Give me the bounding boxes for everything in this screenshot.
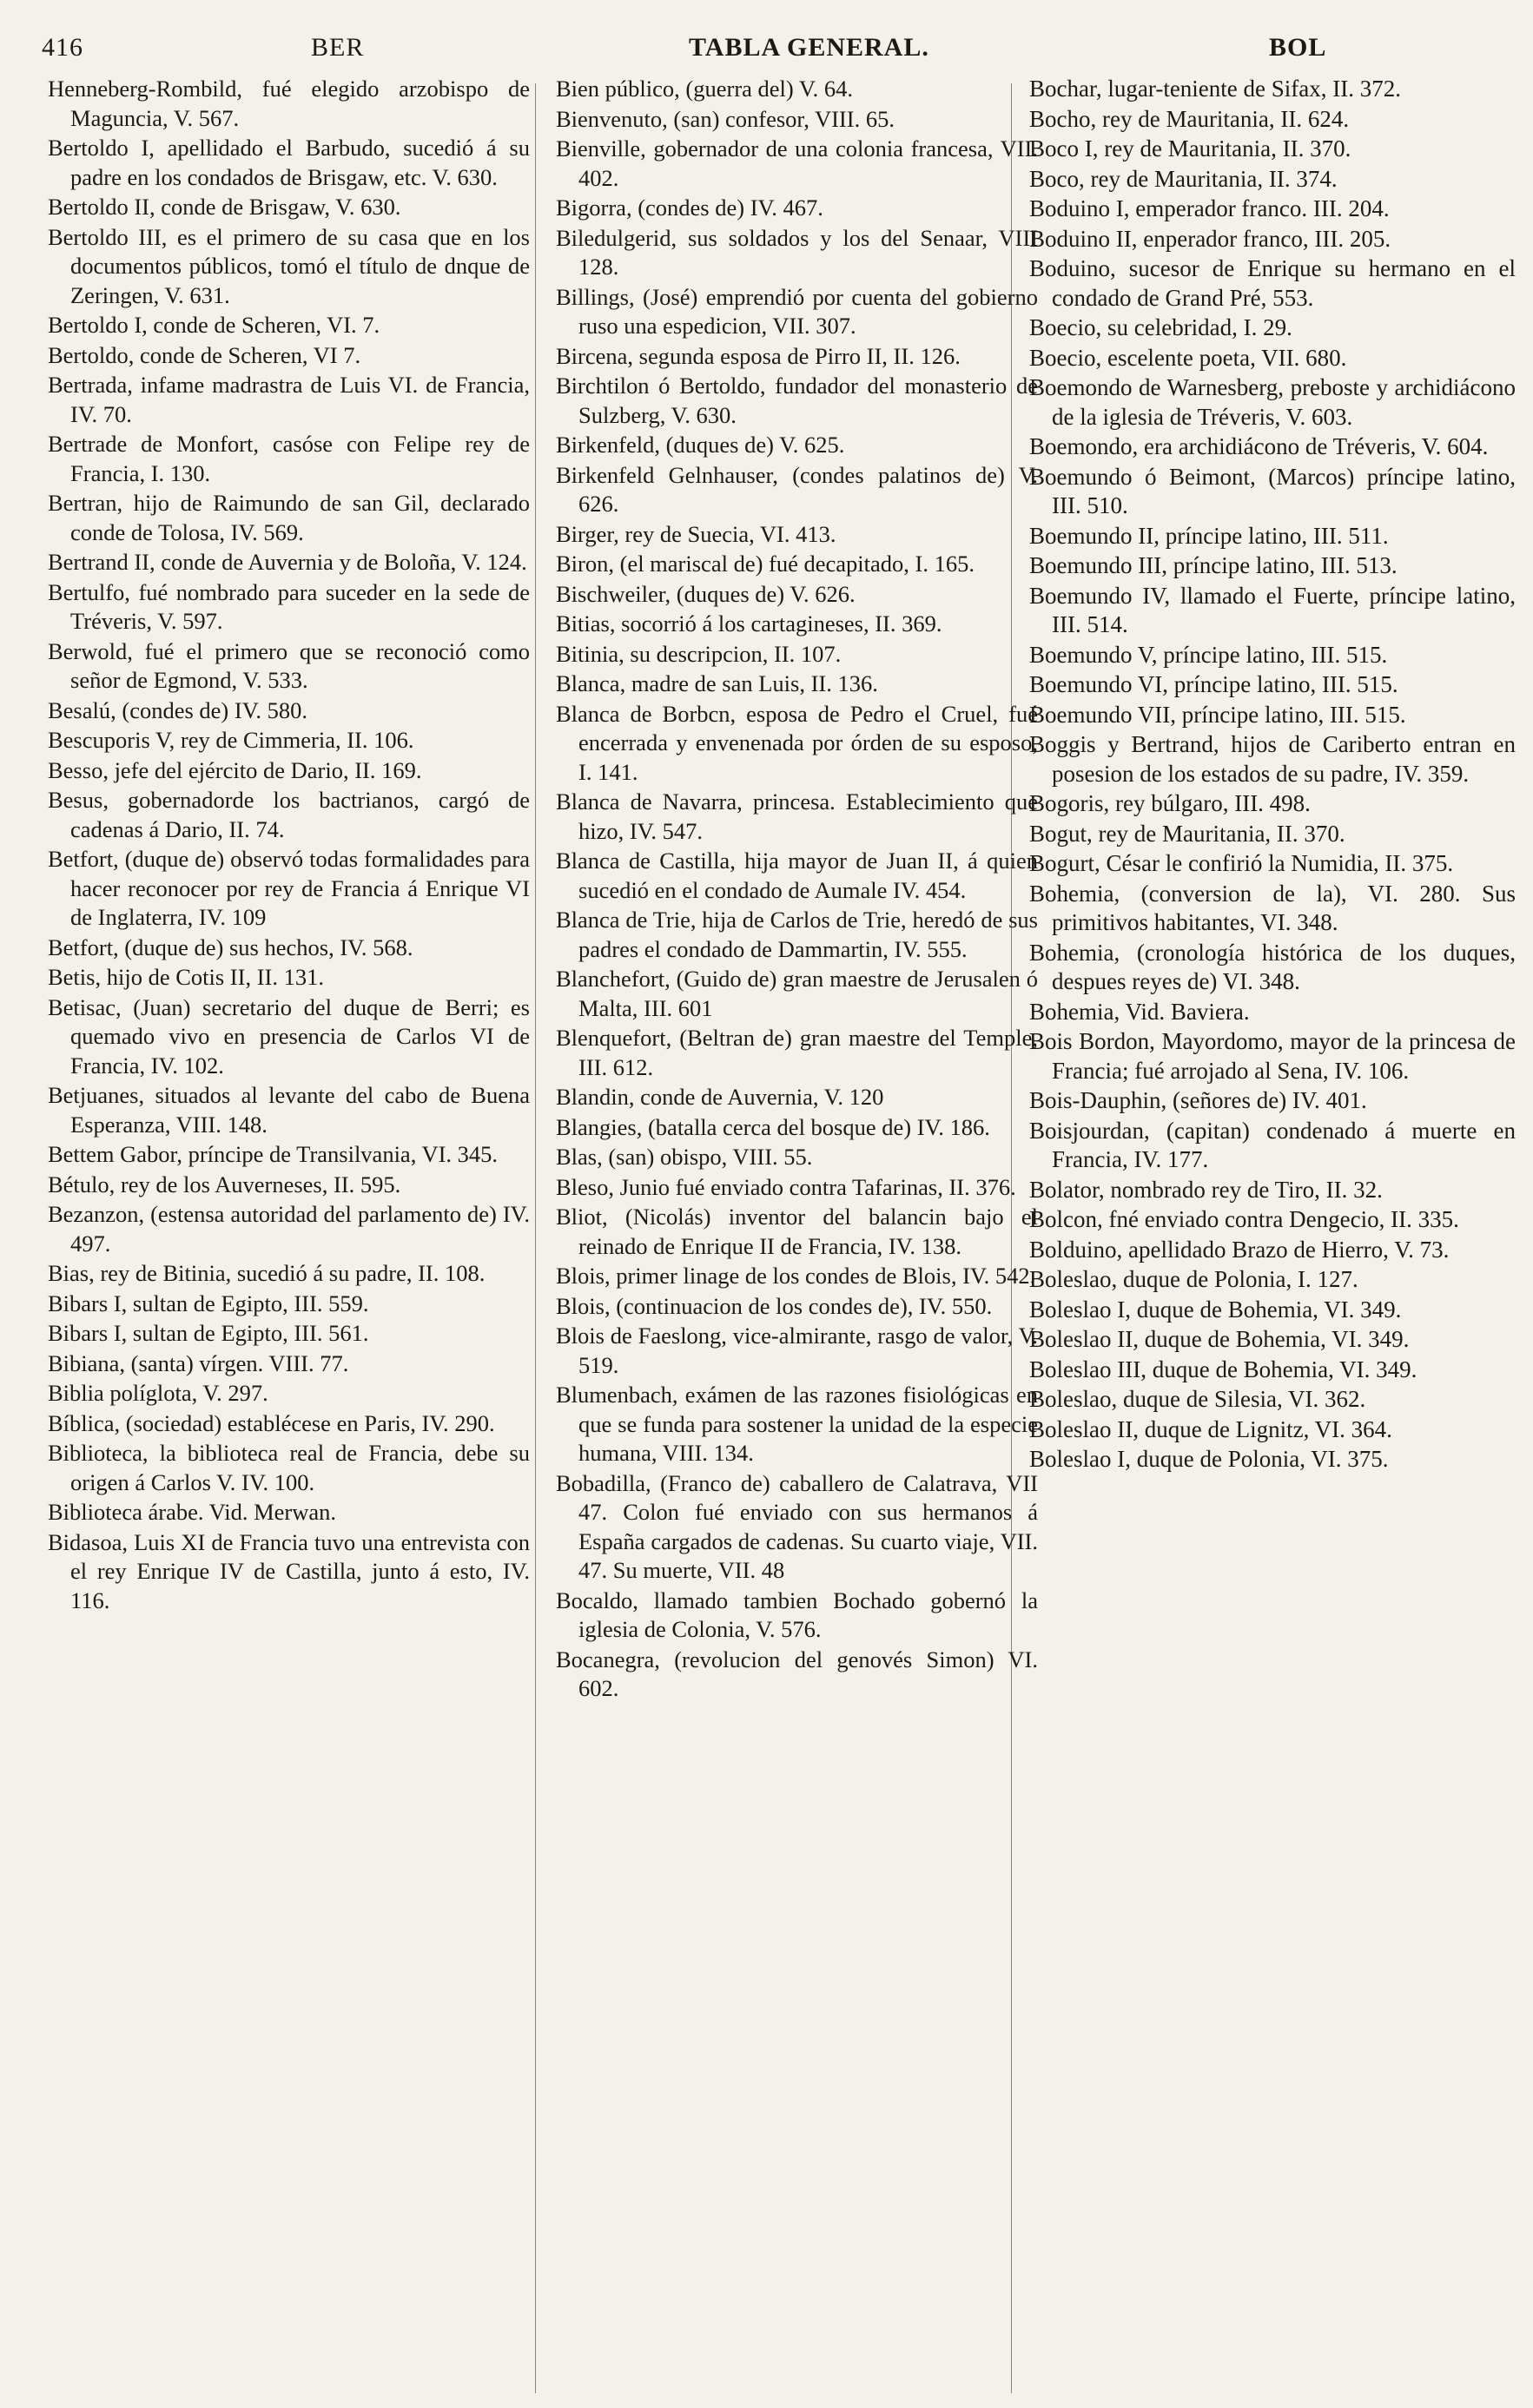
index-entry: Bolator, nombrado rey de Tiro, II. 32. (1029, 1176, 1383, 1203)
index-entry: Blanca de Castilla, hija mayor de Juan II, á quien sucedió en el condado de Aumale IV. 454. (556, 848, 1038, 903)
index-entry: Betfort, (duque de) observó todas formalidades para hacer reconocer por rey de Francia á Enrique VI de Inglaterra, IV. 109 (48, 846, 530, 930)
index-entry: Bertrada, infame madrastra de Luis VI. de Francia, IV. 70. (48, 372, 530, 427)
index-entry: Blas, (san) obispo, VIII. 55. (556, 1144, 813, 1170)
index-entry: Birchtilon ó Bertoldo, fundador del monasterio de Sulzberg, V. 630. (556, 373, 1038, 428)
header-left-guide: BER (311, 33, 365, 62)
index-entry: Boleslao I, duque de Polonia, VI. 375. (1029, 1446, 1389, 1472)
header-title: TABLA GENERAL. (689, 33, 929, 62)
index-entry: Bolcon, fné enviado contra Dengecio, II. 335. (1029, 1206, 1459, 1232)
index-entry: Billings, (José) emprendió por cuenta del gobierno ruso una espedicion, VII. 307. (556, 283, 1038, 339)
page-number: 416 (42, 33, 83, 62)
index-entry: Boleslao, duque de Polonia, I. 127. (1029, 1266, 1358, 1292)
index-entry: Blangies, (batalla cerca del bosque de) IV. 186. (556, 1113, 990, 1140)
index-entry: Boemundo VII, príncipe latino, III. 515. (1029, 701, 1406, 728)
index-column-3 (1029, 75, 1516, 1475)
index-entry: Bocaldo, llamado tambien Bochado gobernó la iglesia de Colonia, V. 576. (556, 1587, 1038, 1642)
index-entry: Biblioteca, la biblioteca real de Francia, debe su origen á Carlos V. IV. 100. (48, 1440, 530, 1495)
index-entry: Boduino, sucesor de Enrique su hermano en el condado de Grand Pré, 553. (1029, 255, 1516, 311)
index-entry: Bigorra, (condes de) IV. 467. (556, 195, 823, 221)
index-entry: Blanca, madre de san Luis, II. 136. (556, 670, 878, 696)
index-entry: Betjuanes, situados al levante del cabo de Buena Esperanza, VIII. 148. (48, 1082, 530, 1138)
index-entry: Biblioteca árabe. Vid. Merwan. (48, 1499, 337, 1525)
index-entry: Biron, (el mariscal de) fué decapitado, I. 165. (556, 551, 975, 577)
index-entry: Betfort, (duque de) sus hechos, IV. 568. (48, 934, 413, 960)
index-entry: Bertoldo, conde de Scheren, VI 7. (48, 341, 361, 368)
index-entry: Bliot, (Nicolás) inventor del balancin bajo el reinado de Enrique II de Francia, IV. 138. (556, 1204, 1038, 1259)
index-entry: Bettem Gabor, príncipe de Transilvania, VI. 345. (48, 1141, 499, 1167)
index-entry: Besus, gobernadorde los bactrianos, cargó de cadenas á Dario, II. 74. (48, 787, 530, 842)
index-entry: Bertoldo I, conde de Scheren, VI. 7. (48, 312, 380, 338)
index-entry: Boleslao II, duque de Bohemia, VI. 349. (1029, 1326, 1410, 1352)
index-entry: Boemundo V, príncipe latino, III. 515. (1029, 641, 1388, 668)
index-entry: Boleslao, duque de Silesia, VI. 362. (1029, 1386, 1366, 1412)
index-entry: Biblia políglota, V. 297. (48, 1380, 268, 1406)
index-entry: Bertrade de Monfort, casóse con Felipe rey de Francia, I. 130. (48, 431, 530, 486)
index-entry: Bertrand II, conde de Auvernia y de Boloña, V. 124. (48, 549, 527, 575)
index-entry: Boggis y Bertrand, hijos de Cariberto entran en posesion de los estados de su padre, IV. 359. (1029, 731, 1516, 787)
index-entry: Betis, hijo de Cotis II, II. 131. (48, 964, 324, 990)
index-entry: Bitinia, su descripcion, II. 107. (556, 640, 842, 667)
index-entry: Boemondo, era archidiácono de Tréveris, V. 604. (1029, 433, 1489, 459)
index-entry: Bogoris, rey búlgaro, III. 498. (1029, 790, 1311, 816)
index-entry: Boemundo VI, príncipe latino, III. 515. (1029, 671, 1398, 697)
index-entry: Blanca de Borbcn, esposa de Pedro el Cruel, fué encerrada y envenenada por órden de su esposo, I. 141. (556, 700, 1038, 785)
index-entry: Bircena, segunda esposa de Pirro II, II. 126. (556, 342, 961, 369)
index-entry: Boisjourdan, (capitan) condenado á muerte en Francia, IV. 177. (1029, 1117, 1516, 1172)
index-entry: Birkenfeld Gelnhauser, (condes palatinos de) V. 626. (556, 461, 1038, 517)
index-entry: Bibiana, (santa) vírgen. VIII. 77. (48, 1349, 349, 1376)
index-entry: Boleslao III, duque de Bohemia, VI. 349. (1029, 1356, 1417, 1382)
index-entry: Boduino II, enperador franco, III. 205. (1029, 225, 1391, 252)
index-entry: Bocho, rey de Mauritania, II. 624. (1029, 105, 1350, 132)
index-entry: Bienville, gobernador de una colonia francesa, VII. 402. (556, 135, 1038, 191)
index-column-2 (556, 75, 1038, 1705)
index-entry: Bohemia, Vid. Baviera. (1029, 998, 1250, 1025)
index-entry: Boleslao I, duque de Bohemia, VI. 349. (1029, 1296, 1402, 1323)
index-entry: Biledulgerid, sus soldados y los del Senaar, VIII 128. (556, 224, 1038, 280)
index-entry: Boco I, rey de Mauritania, II. 370. (1029, 135, 1351, 162)
index-entry: Bertran, hijo de Raimundo de san Gil, declarado conde de Tolosa, IV. 569. (48, 490, 530, 545)
index-entry: Boemundo ó Beimont, (Marcos) príncipe latino, III. 510. (1029, 463, 1516, 518)
index-entry: Bertoldo III, es el primero de su casa que en los documentos públicos, tomó el título de dnque de Zeringen, V. 631. (48, 223, 530, 308)
index-entry: Boco, rey de Mauritania, II. 374. (1029, 165, 1338, 192)
index-entry: Boleslao II, duque de Lignitz, VI. 364. (1029, 1415, 1392, 1442)
index-entry: Bohemia, (cronología histórica de los duques, despues reyes de) VI. 348. (1029, 939, 1516, 994)
index-entry: Blenquefort, (Beltran de) gran maestre del Temple, III. 612. (556, 1025, 1038, 1080)
index-entry: Bibars I, sultan de Egipto, III. 559. (48, 1290, 369, 1316)
index-entry: Bobadilla, (Franco de) caballero de Calatrava, VII 47. Colon fué enviado con sus hermanos á España cargados de cadenas. Su cuarto viaje, VII. 47. Su muerte, VII. 48 (556, 1469, 1038, 1583)
index-entry: Blandin, conde de Auvernia, V. 120 (556, 1084, 884, 1110)
index-entry: Birkenfeld, (duques de) V. 625. (556, 432, 845, 458)
page-header (42, 33, 1491, 75)
column-divider (535, 83, 536, 2393)
index-entry: Bescuporis V, rey de Cimmeria, II. 106. (48, 727, 414, 753)
index-entry: Bidasoa, Luis XI de Francia tuvo una entrevista con el rey Enrique IV de Castilla, junto á esto, IV. 116. (48, 1528, 530, 1613)
index-entry: Bezanzon, (estensa autoridad del parlamento de) IV. 497. (48, 1201, 530, 1257)
index-entry: Bogurt, César le confirió la Numidia, II. 375. (1029, 850, 1454, 876)
index-entry: Bibars I, sultan de Egipto, III. 561. (48, 1320, 369, 1346)
index-entry: Blumenbach, exámen de las razones fisiológicas en que se funda para sostener la unidad de la especie humana, VIII. 134. (556, 1382, 1038, 1466)
index-entry: Birger, rey de Suecia, VI. 413. (556, 520, 836, 547)
index-entry: Bischweiler, (duques de) V. 626. (556, 580, 856, 607)
index-entry: Boemundo II, príncipe latino, III. 511. (1029, 522, 1389, 549)
index-entry: Bétulo, rey de los Auverneses, II. 595. (48, 1171, 401, 1197)
index-entry: Boecio, su celebridad, I. 29. (1029, 314, 1292, 340)
index-entry: Boemundo IV, llamado el Fuerte, príncipe latino, III. 514. (1029, 582, 1516, 637)
index-entry: Blanca de Trie, hija de Carlos de Trie, heredó de sus padres el condado de Dammartin, IV. 555. (556, 907, 1038, 962)
index-entry: Henneberg-Rombild, fué elegido arzobispo de Maguncia, V. 567. (48, 76, 530, 131)
index-column-1 (48, 75, 530, 1616)
index-entry: Boemundo III, príncipe latino, III. 513. (1029, 552, 1398, 578)
index-entry: Bias, rey de Bitinia, sucedió á su padre, II. 108. (48, 1260, 486, 1286)
header-right-guide: BOL (1269, 33, 1327, 62)
index-entry: Besalú, (condes de) IV. 580. (48, 696, 308, 723)
index-entry: Blanchefort, (Guido de) gran maestre de Jerusalen ó Malta, III. 601 (556, 966, 1038, 1021)
index-entry: Bois-Dauphin, (señores de) IV. 401. (1029, 1087, 1367, 1113)
index-entry: Blois, primer linage de los condes de Blois, IV. 542. (556, 1263, 1036, 1289)
index-entry: Bitias, socorrió á los cartagineses, II. 369. (556, 610, 942, 637)
index-entry: Bois Bordon, Mayordomo, mayor de la princesa de Francia; fué arrojado al Sena, IV. 106. (1029, 1028, 1516, 1084)
index-entry: Bochar, lugar-teniente de Sifax, II. 372. (1029, 76, 1401, 102)
index-entry: Bocanegra, (revolucion del genovés Simon) VI. 602. (556, 1646, 1038, 1701)
index-entry: Bolduino, apellidado Brazo de Hierro, V. 73. (1029, 1236, 1450, 1263)
index-entry: Besso, jefe del ejército de Dario, II. 169. (48, 756, 422, 783)
index-entry: Bleso, Junio fué enviado contra Tafarinas, II. 376. (556, 1173, 1016, 1200)
index-entry: Bien público, (guerra del) V. 64. (556, 76, 853, 102)
index-entry: Berwold, fué el primero que se reconoció como señor de Egmond, V. 533. (48, 637, 530, 693)
index-entry: Boecio, escelente poeta, VII. 680. (1029, 344, 1347, 371)
index-entry: Blanca de Navarra, princesa. Establecimiento que hizo, IV. 547. (556, 788, 1038, 844)
index-entry: Blois, (continuacion de los condes de), IV. 550. (556, 1292, 993, 1319)
index-entry: Boemondo de Warnesberg, preboste y archidiácono de la iglesia de Tréveris, V. 603. (1029, 374, 1516, 430)
index-entry: Bertoldo II, conde de Brisgaw, V. 630. (48, 194, 401, 220)
index-entry: Boduino I, emperador franco. III. 204. (1029, 195, 1390, 221)
index-entry: Bogut, rey de Mauritania, II. 370. (1029, 820, 1345, 847)
index-entry: Betisac, (Juan) secretario del duque de Berri; es quemado vivo en presencia de Carlos VI de Francia, IV. 102. (48, 993, 530, 1079)
index-entry: Bertulfo, fué nombrado para suceder en la sede de Tréveris, V. 597. (48, 578, 530, 634)
index-entry: Blois de Faeslong, vice-almirante, rasgo de valor, V. 519. (556, 1323, 1038, 1378)
index-entry: Bienvenuto, (san) confesor, VIII. 65. (556, 105, 895, 132)
index-entry: Bertoldo I, apellidado el Barbudo, sucedió á su padre en los condados de Brisgaw, etc. V. 630. (48, 135, 530, 190)
index-entry: Bohemia, (conversion de la), VI. 280. Sus primitivos habitantes, VI. 348. (1029, 880, 1516, 935)
index-entry: Bíblica, (sociedad) establécese en Paris, IV. 290. (48, 1409, 495, 1436)
